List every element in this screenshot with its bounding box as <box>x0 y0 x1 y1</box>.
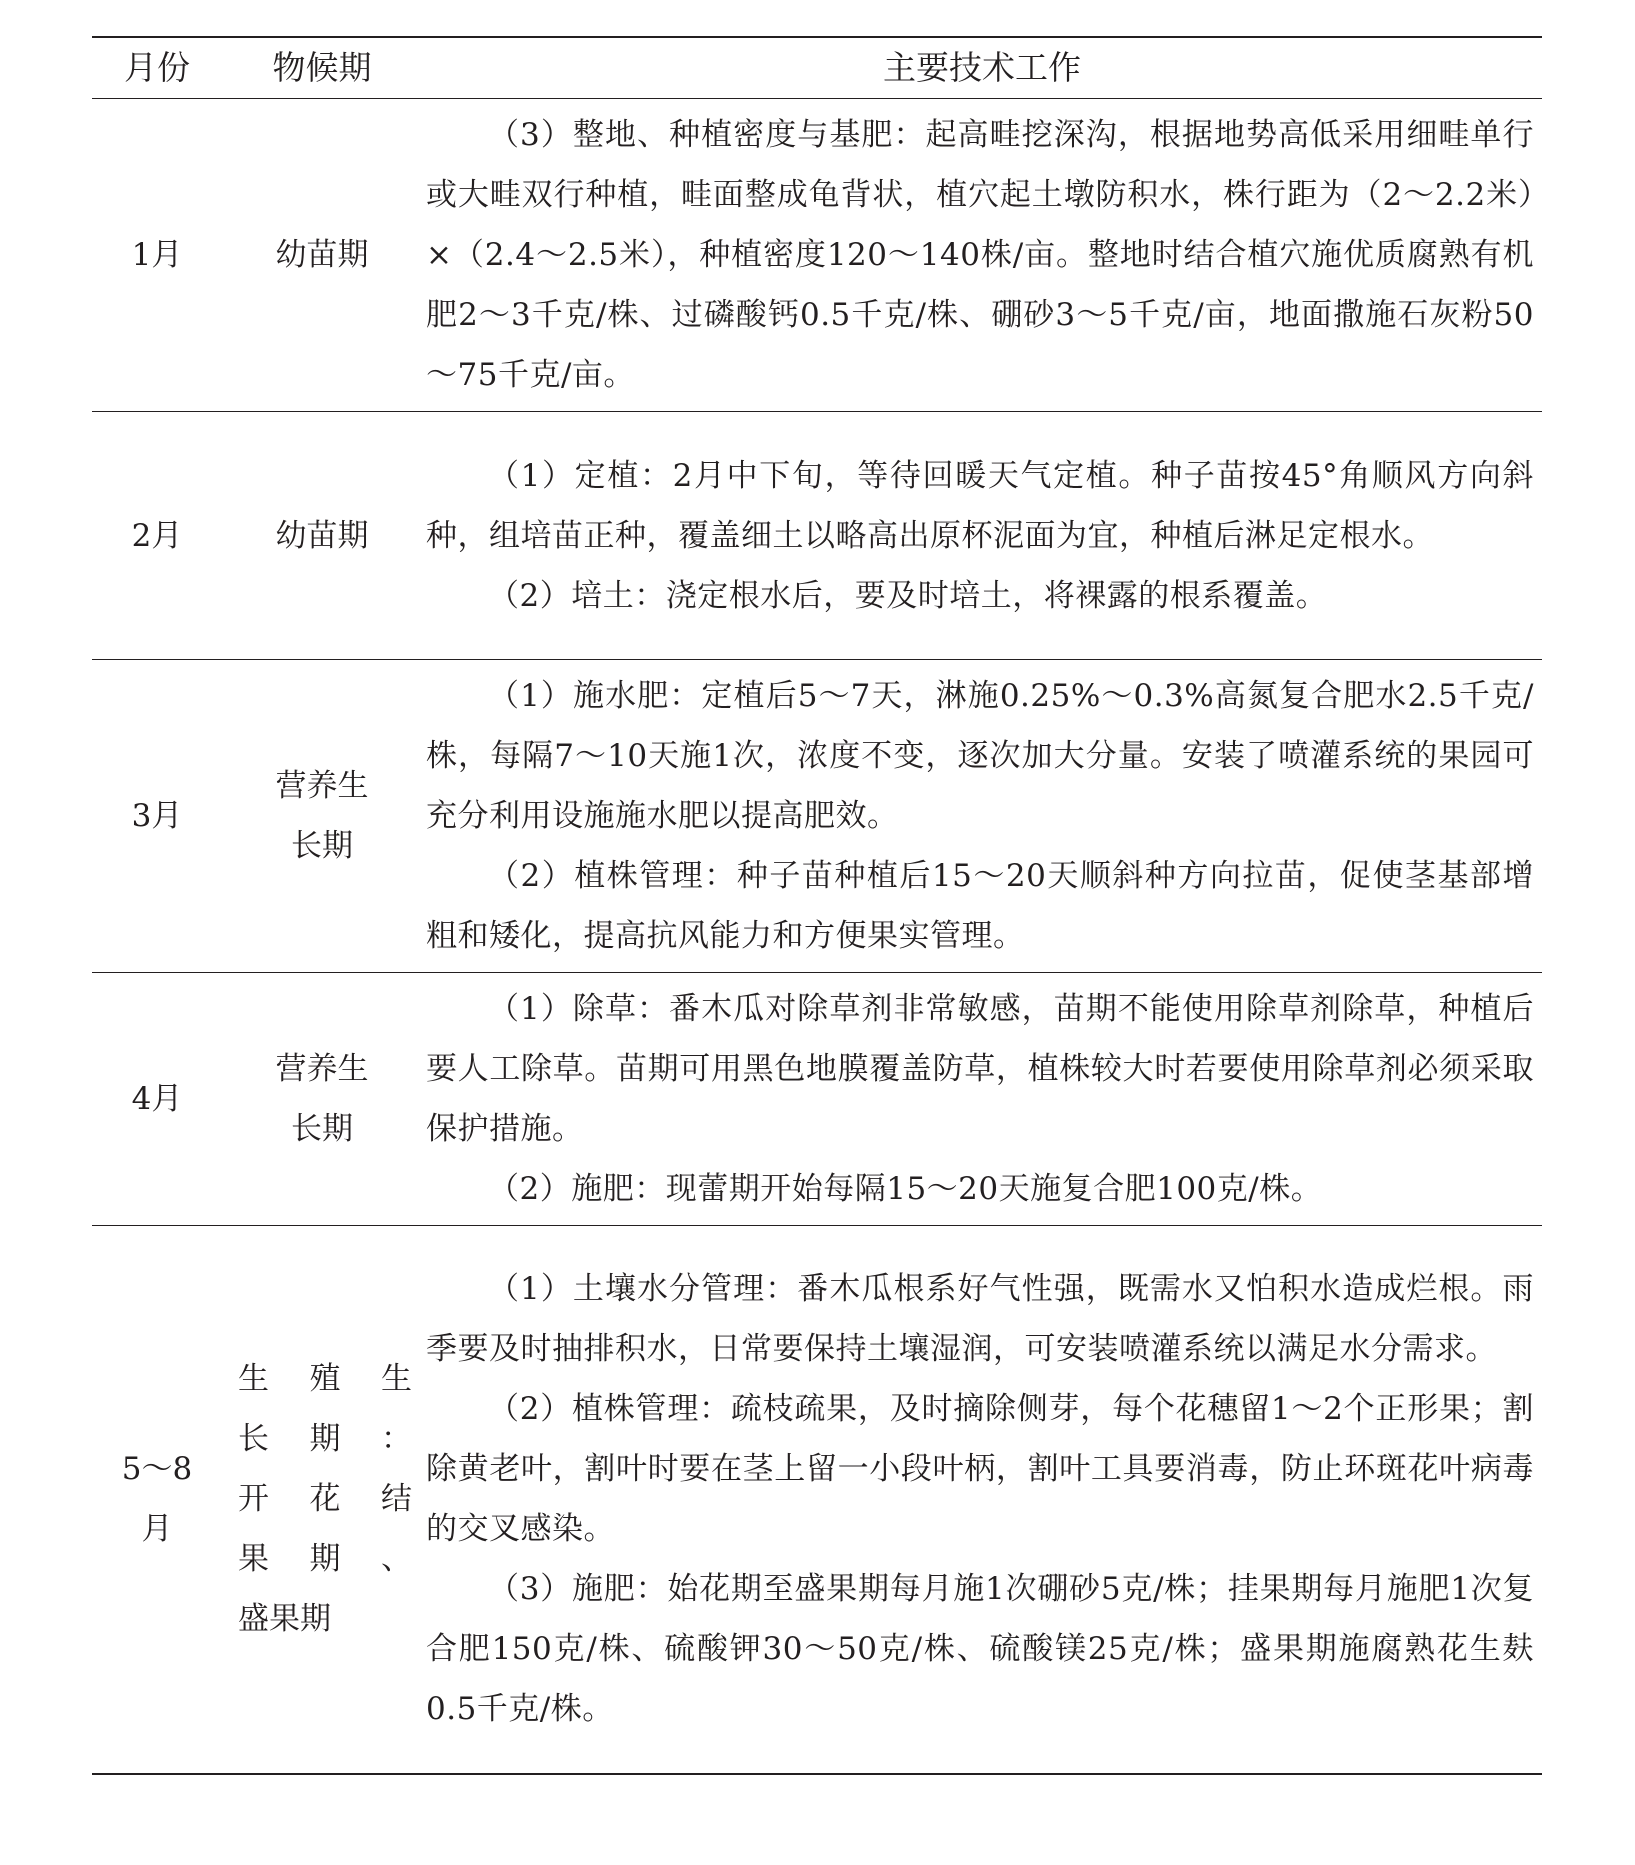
month-cell <box>92 660 222 973</box>
month-text: 2月 <box>131 517 183 554</box>
work-cell <box>422 1226 1542 1774</box>
phase-text-line-1: 营养生 <box>275 1051 369 1087</box>
work-paragraph: （1）除草：番木瓜对除草剂非常敏感，苗期不能使用除草剂除草，种植后要人工除草。苗期可用黑色地膜覆盖防草，植株较大时若要使用除草剂必须采取保护措施。 <box>426 991 1534 1147</box>
phase-text-line-2: 长期 <box>291 1111 353 1147</box>
month-text-line-1: 5～8 <box>121 1451 193 1488</box>
month-text: 4月 <box>131 1081 183 1117</box>
header-month: 月份 <box>92 37 222 99</box>
phase-text-line-4: 果期、 <box>238 1541 412 1578</box>
work-paragraph: （2）植株管理：种子苗种植后15～20天顺斜种方向拉苗，促使茎基部增粗和矮化，提高抗风能力和方便果实管理。 <box>426 858 1534 954</box>
phase-text-line-1: 营养生 <box>275 768 369 804</box>
work-cell <box>422 99 1542 412</box>
phase-cell <box>222 1226 422 1774</box>
table-row <box>92 973 1542 1226</box>
phase-text-line-5: 盛果期 <box>238 1601 331 1638</box>
work-paragraph: （3）整地、种植密度与基肥：起高畦挖深沟，根据地势高低采用细畦单行或大畦双行种植，畦面整成龟背状，植穴起土墩防积水，株行距为（2～2.2米）×（2.4～2.5米），种植密度120～140株/亩。整地时结合植穴施优质腐熟有机肥2～3千克/株、过磷酸钙0.5千克/株、硼砂3～5千克/亩，地面撒施石灰粉50～75千克/亩。 <box>426 117 1534 393</box>
month-cell <box>92 99 222 412</box>
month-text-line-2: 月 <box>141 1511 173 1548</box>
phase-text: 幼苗期 <box>275 517 369 554</box>
work-paragraph: （2）培土：浇定根水后，要及时培土，将裸露的根系覆盖。 <box>488 577 1328 614</box>
work-cell <box>422 973 1542 1226</box>
table-row <box>92 99 1542 412</box>
month-text: 1月 <box>131 237 183 273</box>
table-row <box>92 412 1542 660</box>
phase-text: 幼苗期 <box>275 237 369 273</box>
table-body <box>92 99 1542 1774</box>
phase-cell <box>222 99 422 412</box>
work-paragraph: （2）植株管理：疏枝疏果，及时摘除侧芽，每个花穗留1～2个正形果；割除黄老叶，割叶时要在茎上留一小段叶柄，割叶工具要消毒，防止环斑花叶病毒的交叉感染。 <box>426 1391 1534 1548</box>
header-phase: 物候期 <box>222 37 422 99</box>
phase-text-line-2: 长期： <box>238 1421 412 1458</box>
month-cell <box>92 973 222 1226</box>
work-cell <box>422 660 1542 973</box>
work-paragraph: （1）定植：2月中下旬，等待回暖天气定植。种子苗按45°角顺风方向斜种，组培苗正种，覆盖细土以略高出原杯泥面为宜，种植后淋足定根水。 <box>426 457 1534 554</box>
phase-text-line-1: 生殖生 <box>238 1361 412 1398</box>
work-paragraph: （2）施肥：现蕾期开始每隔15～20天施复合肥100克/株。 <box>488 1171 1323 1207</box>
table-header <box>92 37 1542 99</box>
work-paragraph: （3）施肥：始花期至盛果期每月施1次硼砂5克/株；挂果期每月施肥1次复合肥150克/株、硫酸钾30～50克/株、硫酸镁25克/株；盛果期施腐熟花生麸0.5千克/株。 <box>426 1571 1534 1728</box>
month-text: 3月 <box>131 798 183 834</box>
technical-work-table-container <box>92 36 1542 1775</box>
month-cell <box>92 1226 222 1774</box>
technical-work-table <box>92 36 1542 1775</box>
table-row <box>92 1226 1542 1774</box>
table-row <box>92 660 1542 973</box>
phase-cell <box>222 660 422 973</box>
work-cell <box>422 412 1542 660</box>
work-paragraph: （1）土壤水分管理：番木瓜根系好气性强，既需水又怕积水造成烂根。雨季要及时抽排积水，日常要保持土壤湿润，可安装喷灌系统以满足水分需求。 <box>426 1271 1534 1368</box>
phase-cell <box>222 973 422 1226</box>
month-cell <box>92 412 222 660</box>
phase-cell <box>222 412 422 660</box>
header-work: 主要技术工作 <box>422 37 1542 99</box>
work-paragraph: （1）施水肥：定植后5～7天，淋施0.25%～0.3%高氮复合肥水2.5千克/株，每隔7～10天施1次，浓度不变，逐次加大分量。安装了喷灌系统的果园可充分利用设施施水肥以提高肥效。 <box>426 678 1534 834</box>
header-row <box>92 37 1542 99</box>
phase-text-line-2: 长期 <box>291 828 353 864</box>
phase-text-line-3: 开花结 <box>238 1481 412 1518</box>
